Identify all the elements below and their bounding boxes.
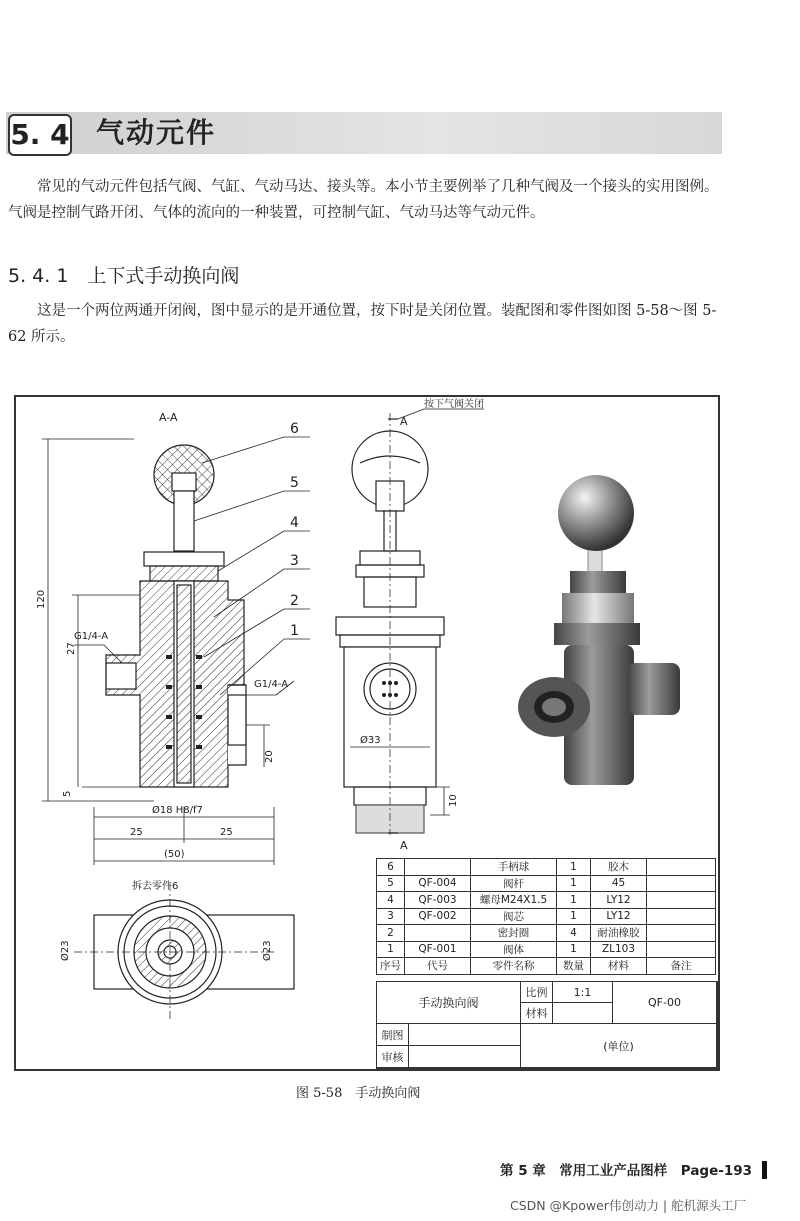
bom-table <box>376 858 716 975</box>
scale-value: 1:1 <box>553 982 613 1003</box>
title-block <box>376 981 718 1069</box>
drawing-name: 手动换向阀 <box>377 982 521 1024</box>
dim-23-left: Ø23 <box>60 940 71 961</box>
section-arrow-a-bottom: A <box>400 839 408 852</box>
drawn-value <box>409 1024 521 1046</box>
thread-label-left: G1/4-A <box>74 631 109 642</box>
part-number-3: 3 <box>290 553 299 569</box>
table-cell: LY12 <box>591 908 647 925</box>
table-cell: QF-002 <box>405 908 471 925</box>
part-number-2: 2 <box>290 593 299 609</box>
drawn-label: 制图 <box>377 1024 409 1046</box>
table-header-cell: 零件名称 <box>471 958 557 975</box>
top-view <box>74 883 294 1021</box>
table-row <box>377 941 716 958</box>
section-view-left <box>42 437 310 865</box>
table-cell <box>405 859 471 876</box>
drawing-code: QF-00 <box>613 982 717 1024</box>
dim-25-right: 25 <box>220 827 233 838</box>
table-cell <box>647 859 716 876</box>
table-cell: 阀芯 <box>471 908 557 925</box>
dim-50: (50) <box>164 849 185 860</box>
table-header-cell: 备注 <box>647 958 716 975</box>
table-cell: 4 <box>557 925 591 942</box>
table-row <box>377 859 716 876</box>
material-value <box>553 1003 613 1024</box>
table-cell <box>647 875 716 892</box>
intro-paragraph: 常见的气动元件包括气阀、气缸、气动马达、接头等。本小节主要例举了几种气阀及一个接头的实用图例。气阀是控制气路开闭、气体的流向的一种装置，可控制气缸、气动马达等气动元件。 <box>8 179 719 221</box>
dim-120: 120 <box>36 589 47 609</box>
subsection-heading: 5. 4. 1 上下式手动换向阀 <box>8 265 240 287</box>
table-cell: 螺母M24X1.5 <box>471 892 557 909</box>
table-cell <box>405 925 471 942</box>
front-view <box>336 409 484 835</box>
dim-20: 20 <box>264 750 275 763</box>
figure-caption: 图 5-58 手动换向阀 <box>296 1086 421 1101</box>
table-cell: 1 <box>557 941 591 958</box>
dim-27: 27 <box>66 642 77 655</box>
part-number-4: 4 <box>290 515 299 531</box>
table-cell: 耐油橡胶 <box>591 925 647 942</box>
table-cell: 阀杆 <box>471 875 557 892</box>
table-cell: 1 <box>557 908 591 925</box>
material-label: 材料 <box>521 1003 553 1024</box>
section-number: 5. 4 <box>8 114 72 156</box>
dim-5: 5 <box>62 790 73 797</box>
table-cell: 5 <box>377 875 405 892</box>
table-header-row <box>377 958 716 975</box>
thread-label-right: G1/4-A <box>254 679 289 690</box>
table-cell: 密封圈 <box>471 925 557 942</box>
scale-label: 比例 <box>521 982 553 1003</box>
unit-label: (单位) <box>521 1024 717 1068</box>
table-row <box>377 925 716 942</box>
checked-label: 审核 <box>377 1046 409 1068</box>
watermark: CSDN @Kpower伟创动力 | 舵机源头工厂 <box>510 1198 747 1213</box>
table-cell: QF-001 <box>405 941 471 958</box>
dim-23-right: Ø23 <box>262 940 273 961</box>
table-header-cell: 材料 <box>591 958 647 975</box>
subsection-paragraph: 这是一个两位两通开闭阀，图中显示的是开通位置，按下时是关闭位置。装配图和零件图如图 5-58～图 5-62 所示。 <box>8 303 717 345</box>
table-header-cell: 数量 <box>557 958 591 975</box>
table-cell: 胶木 <box>591 859 647 876</box>
table-header-cell: 代号 <box>405 958 471 975</box>
section-title: 气动元件 <box>96 116 217 149</box>
table-cell <box>647 892 716 909</box>
table-cell: 45 <box>591 875 647 892</box>
table-cell: 4 <box>377 892 405 909</box>
table-cell: QF-004 <box>405 875 471 892</box>
table-cell <box>647 908 716 925</box>
part-number-6: 6 <box>290 421 299 437</box>
footer-bar <box>762 1161 767 1179</box>
dim-10: 10 <box>448 794 459 807</box>
section-arrow-a-top: A <box>400 415 408 428</box>
dim-25-left: 25 <box>130 827 143 838</box>
table-cell <box>647 941 716 958</box>
table-cell: QF-003 <box>405 892 471 909</box>
table-row <box>377 875 716 892</box>
dim-bore: Ø18 H8/f7 <box>152 805 203 816</box>
table-cell: 1 <box>557 859 591 876</box>
table-row <box>377 908 716 925</box>
table-cell: 1 <box>557 875 591 892</box>
table-row <box>377 892 716 909</box>
section-label: A-A <box>159 411 178 424</box>
table-cell: 1 <box>557 892 591 909</box>
table-cell: 手柄球 <box>471 859 557 876</box>
page-footer: 第 5 章 常用工业产品图样 Page-193 <box>500 1163 753 1179</box>
note-remove-part6: 拆去零件6 <box>132 881 179 892</box>
table-cell: 3 <box>377 908 405 925</box>
table-cell: 2 <box>377 925 405 942</box>
note-press-close: 按下气阀关闭 <box>424 399 484 410</box>
table-cell: 阀体 <box>471 941 557 958</box>
table-cell <box>647 925 716 942</box>
part-number-5: 5 <box>290 475 299 491</box>
part-number-1: 1 <box>290 623 299 639</box>
dim-33: Ø33 <box>360 735 381 746</box>
table-cell: 6 <box>377 859 405 876</box>
table-cell: ZL103 <box>591 941 647 958</box>
checked-value <box>409 1046 521 1068</box>
table-header-cell: 序号 <box>377 958 405 975</box>
table-cell: 1 <box>377 941 405 958</box>
valve-3d-render <box>518 475 680 785</box>
table-cell: LY12 <box>591 892 647 909</box>
